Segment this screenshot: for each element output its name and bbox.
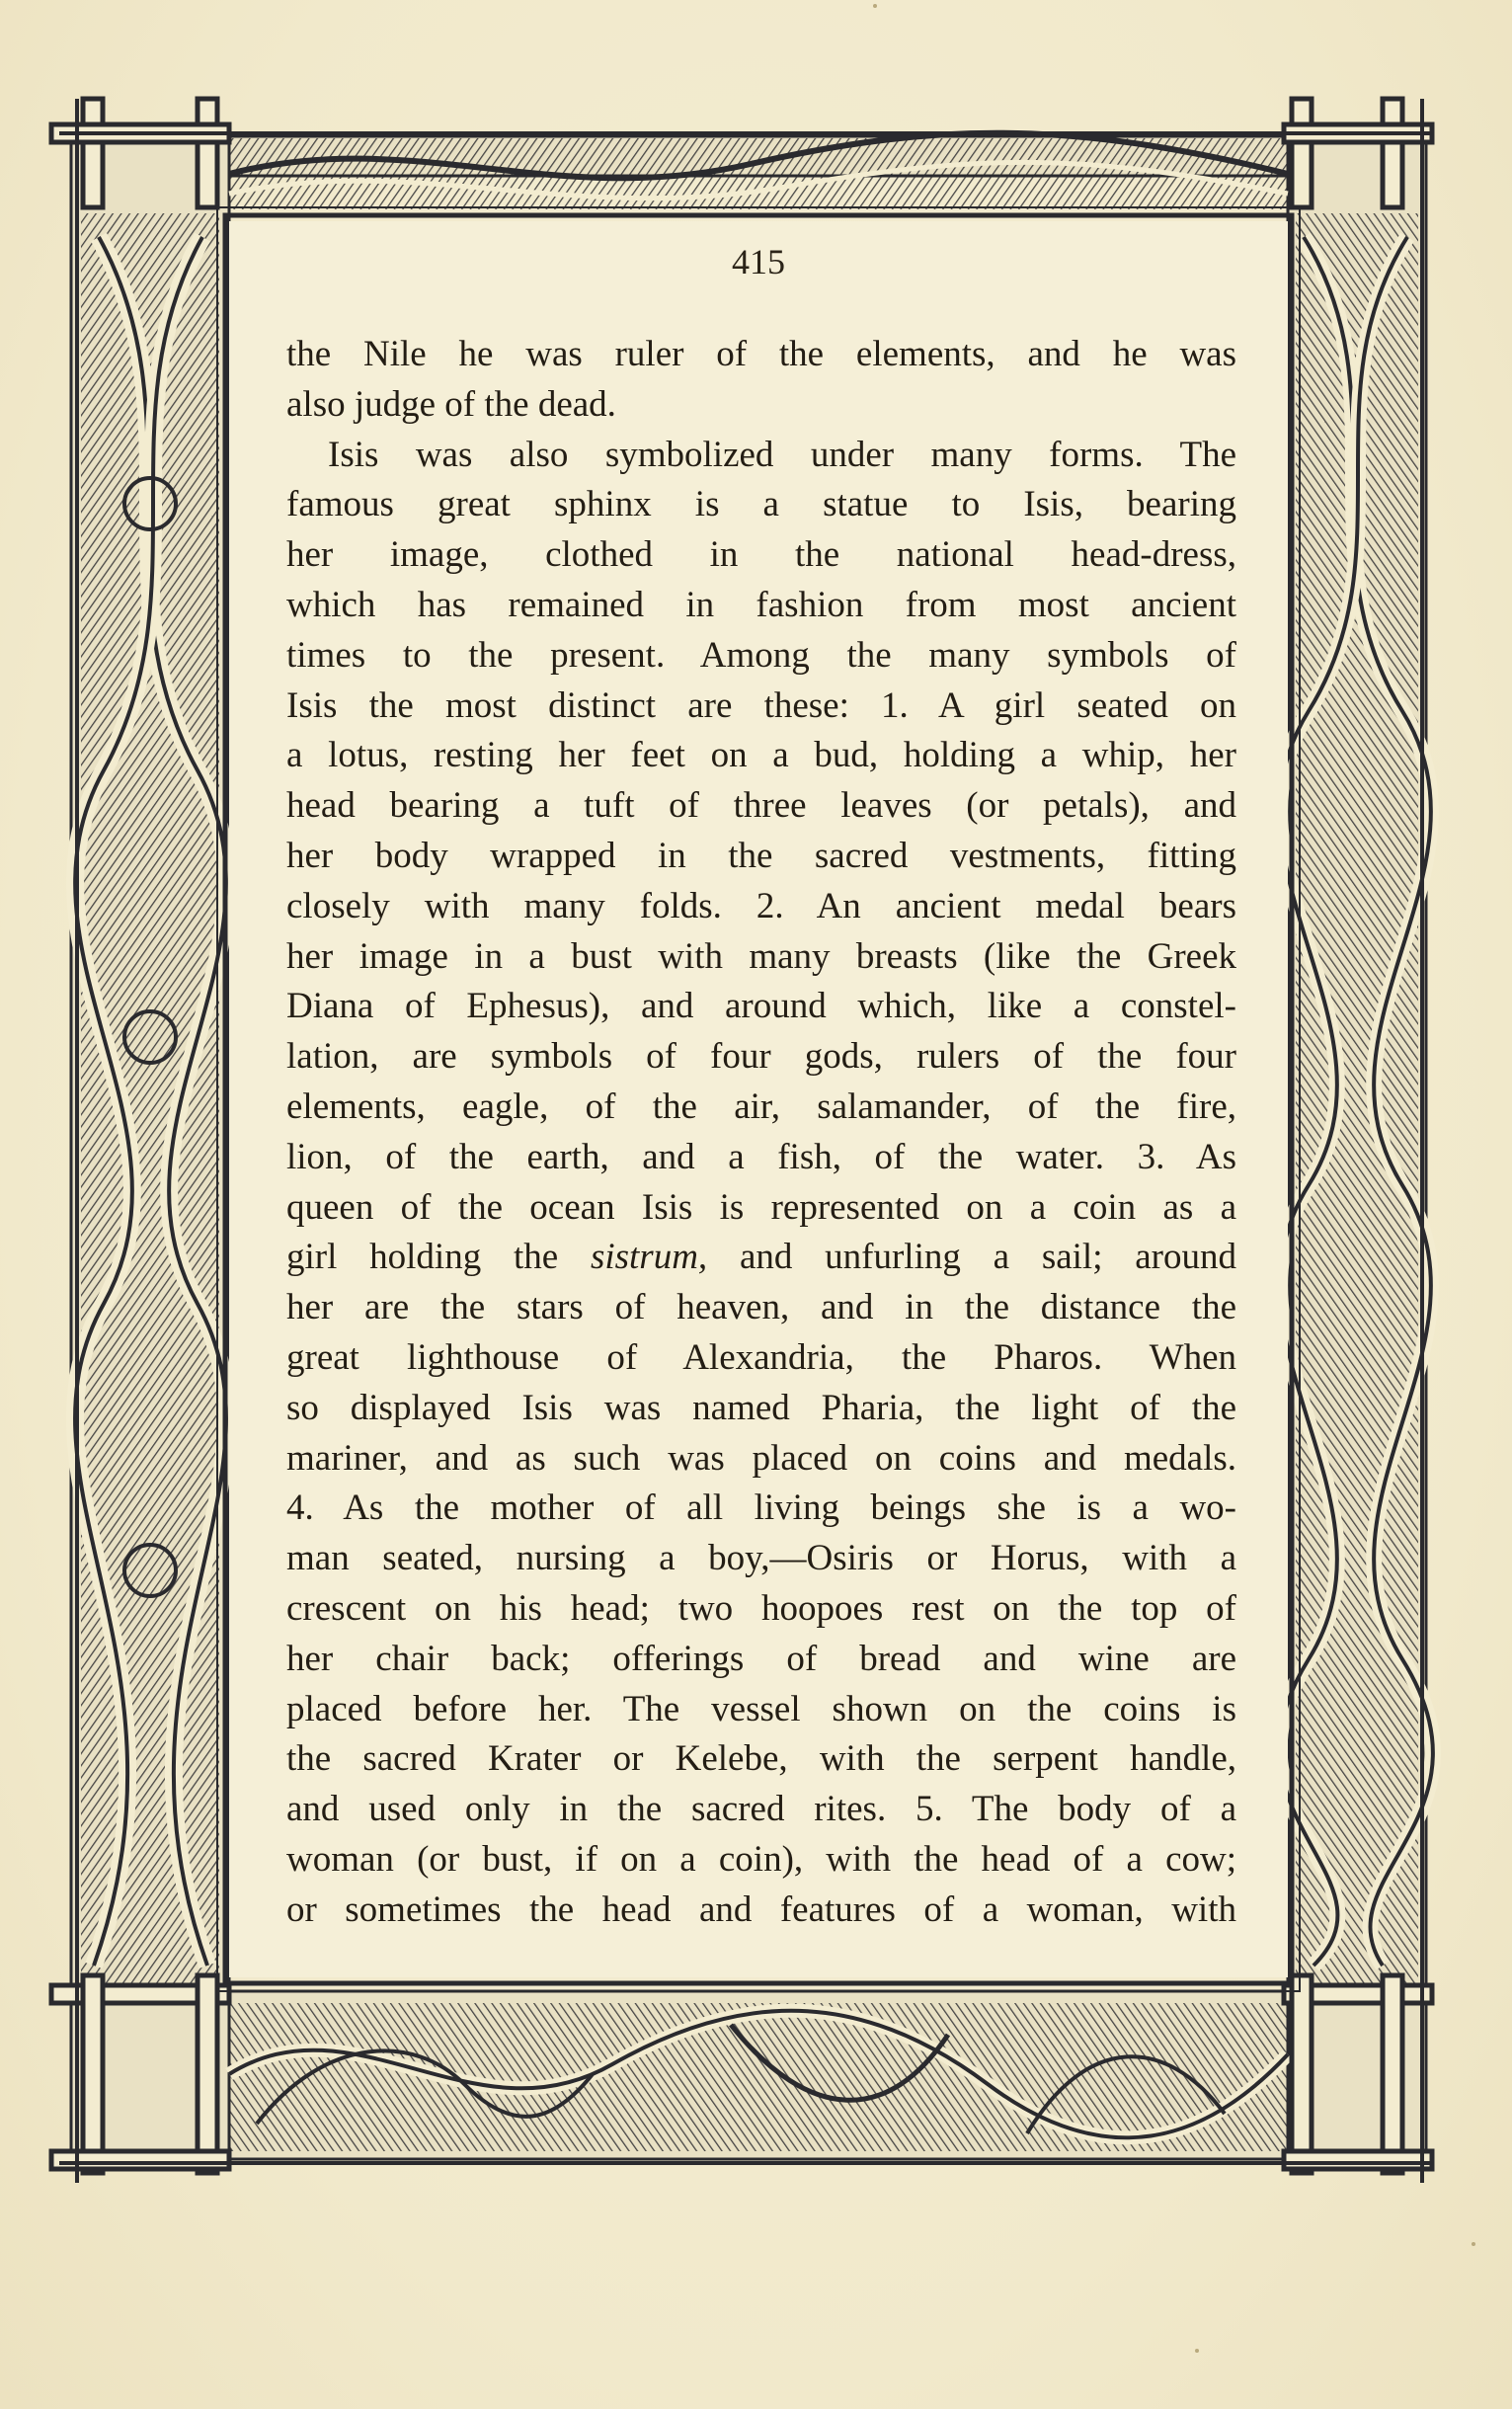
text-line: her image, clothed in the national head-dress, (286, 534, 1236, 576)
text-line: her image in a bust with many breasts (like the Greek (286, 935, 1236, 977)
paper-speck (873, 4, 877, 8)
body-text (286, 330, 1236, 1936)
text-line: placed before her. The vessel shown on the coins is (286, 1688, 1236, 1729)
text-line: queen of the ocean Isis is represented on a coin as a (286, 1186, 1236, 1228)
paper-speck (1195, 2349, 1199, 2353)
text-line: elements, eagle, of the air, salamander, of the fire, (286, 1085, 1236, 1127)
text-line: Isis the most distinct are these: 1. A girl seated on (286, 684, 1236, 726)
text-line: the Nile he was ruler of the elements, and he was (286, 334, 1236, 374)
paper-speck (1472, 2242, 1475, 2246)
text-line: Isis was also symbolized under many forms. The (328, 434, 1236, 475)
text-line: crescent on his head; two hoopoes rest on the top of (286, 1587, 1236, 1629)
text-line: a lotus, resting her feet on a bud, holding a whip, her (286, 735, 1236, 776)
text-line: the sacred Krater or Kelebe, with the serpent handle, (286, 1738, 1236, 1780)
text-line: lion, of the earth, and a fish, of the water. 3. As (286, 1136, 1236, 1177)
text-line: mariner, and as such was placed on coins and medals. (286, 1437, 1236, 1479)
text-line: Diana of Ephesus), and around which, like a constel- (286, 986, 1236, 1027)
text-line: so displayed Isis was named Pharia, the light of the (286, 1387, 1236, 1428)
text-line: her chair back; offerings of bread and wine are (286, 1638, 1236, 1679)
text-line: which has remained in fashion from most ancient (286, 584, 1236, 625)
text-line: man seated, nursing a boy,—Osiris or Horus, with a (286, 1538, 1236, 1579)
text-line: lation, are symbols of four gods, rulers of the four (286, 1036, 1236, 1078)
text-line: and used only in the sacred rites. 5. The body of a (286, 1789, 1236, 1830)
text-line: her are the stars of heaven, and in the distance the (286, 1287, 1236, 1328)
text-line-with-italic (286, 1233, 1236, 1283)
text-line: also judge of the dead. (286, 383, 616, 425)
text-segment: girl holding the (286, 1237, 591, 1278)
text-line: times to the present. Among the many symbols of (286, 634, 1236, 676)
text-line: or sometimes the head and features of a woman, with (286, 1888, 1236, 1930)
italic-word: sistrum, (590, 1237, 708, 1278)
page-number: 415 (732, 242, 785, 281)
text-line: woman (or bust, if on a coin), with the head of a cow; (286, 1838, 1236, 1880)
text-line: famous great sphinx is a statue to Isis, bearing (286, 484, 1236, 525)
text-line: great lighthouse of Alexandria, the Pharos. When (286, 1336, 1236, 1378)
text-line: 4. As the mother of all living beings she is a wo- (286, 1487, 1236, 1529)
text-segment: and unfurling a sail; around (707, 1237, 1236, 1278)
text-line: closely with many folds. 2. An ancient medal bears (286, 885, 1236, 926)
text-line: head bearing a tuft of three leaves (or petals), and (286, 785, 1236, 827)
text-line: her body wrapped in the sacred vestments, fitting (286, 835, 1236, 876)
